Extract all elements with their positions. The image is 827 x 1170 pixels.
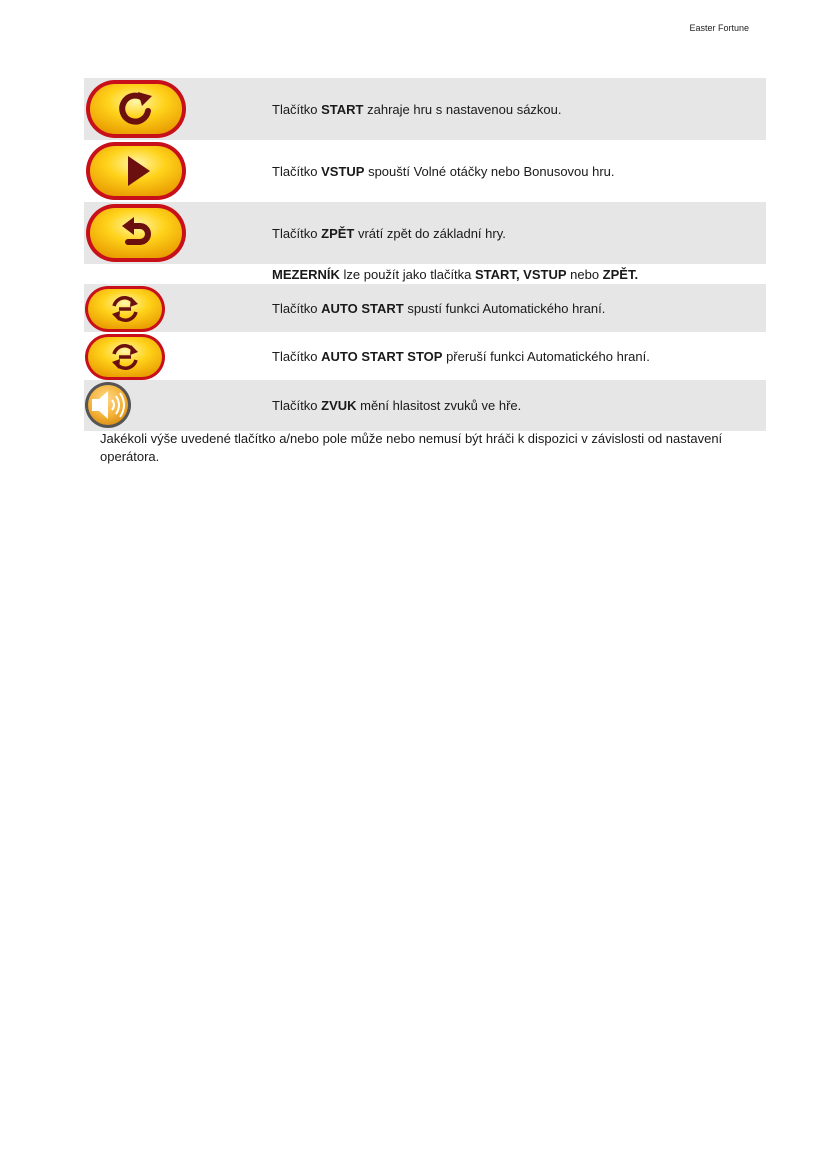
start-description: Tlačítko START zahraje hru s nastavenou sázkou. <box>272 102 562 117</box>
enter-button[interactable] <box>84 140 188 207</box>
back-button[interactable] <box>84 202 188 269</box>
autostart-description: Tlačítko AUTO START spustí funkci Automatického hraní. <box>272 301 606 316</box>
start-button[interactable] <box>84 78 188 145</box>
row-enter <box>84 140 766 202</box>
button-description-table <box>84 78 766 431</box>
back-description: Tlačítko ZPĚT vrátí zpět do základní hry. <box>272 226 506 241</box>
enter-description: Tlačítko VSTUP spouští Volné otáčky nebo Bonusovou hru. <box>272 164 615 179</box>
row-autostart <box>84 284 766 332</box>
row-back <box>84 202 766 264</box>
document-header: Easter Fortune <box>689 23 749 33</box>
row-sound <box>84 380 766 431</box>
row-autostop <box>84 332 766 380</box>
availability-footnote: Jakékoli výše uvedené tlačítko a/nebo pole může nebo nemusí být hráči k dispozici v závislosti od nastavení operátora. <box>100 431 723 464</box>
sound-button[interactable] <box>84 381 134 436</box>
spacebar-note: MEZERNÍK lze použít jako tlačítka START, VSTUP nebo ZPĚT. <box>272 267 639 282</box>
row-start <box>84 78 766 140</box>
autostop-description: Tlačítko AUTO START STOP přeruší funkci Automatického hraní. <box>272 349 650 364</box>
sound-description: Tlačítko ZVUK mění hlasitost zvuků ve hře. <box>272 398 522 413</box>
autostart-stop-button[interactable] <box>84 333 166 386</box>
autostart-button[interactable] <box>84 285 166 338</box>
row-spacebar-note <box>84 264 766 284</box>
